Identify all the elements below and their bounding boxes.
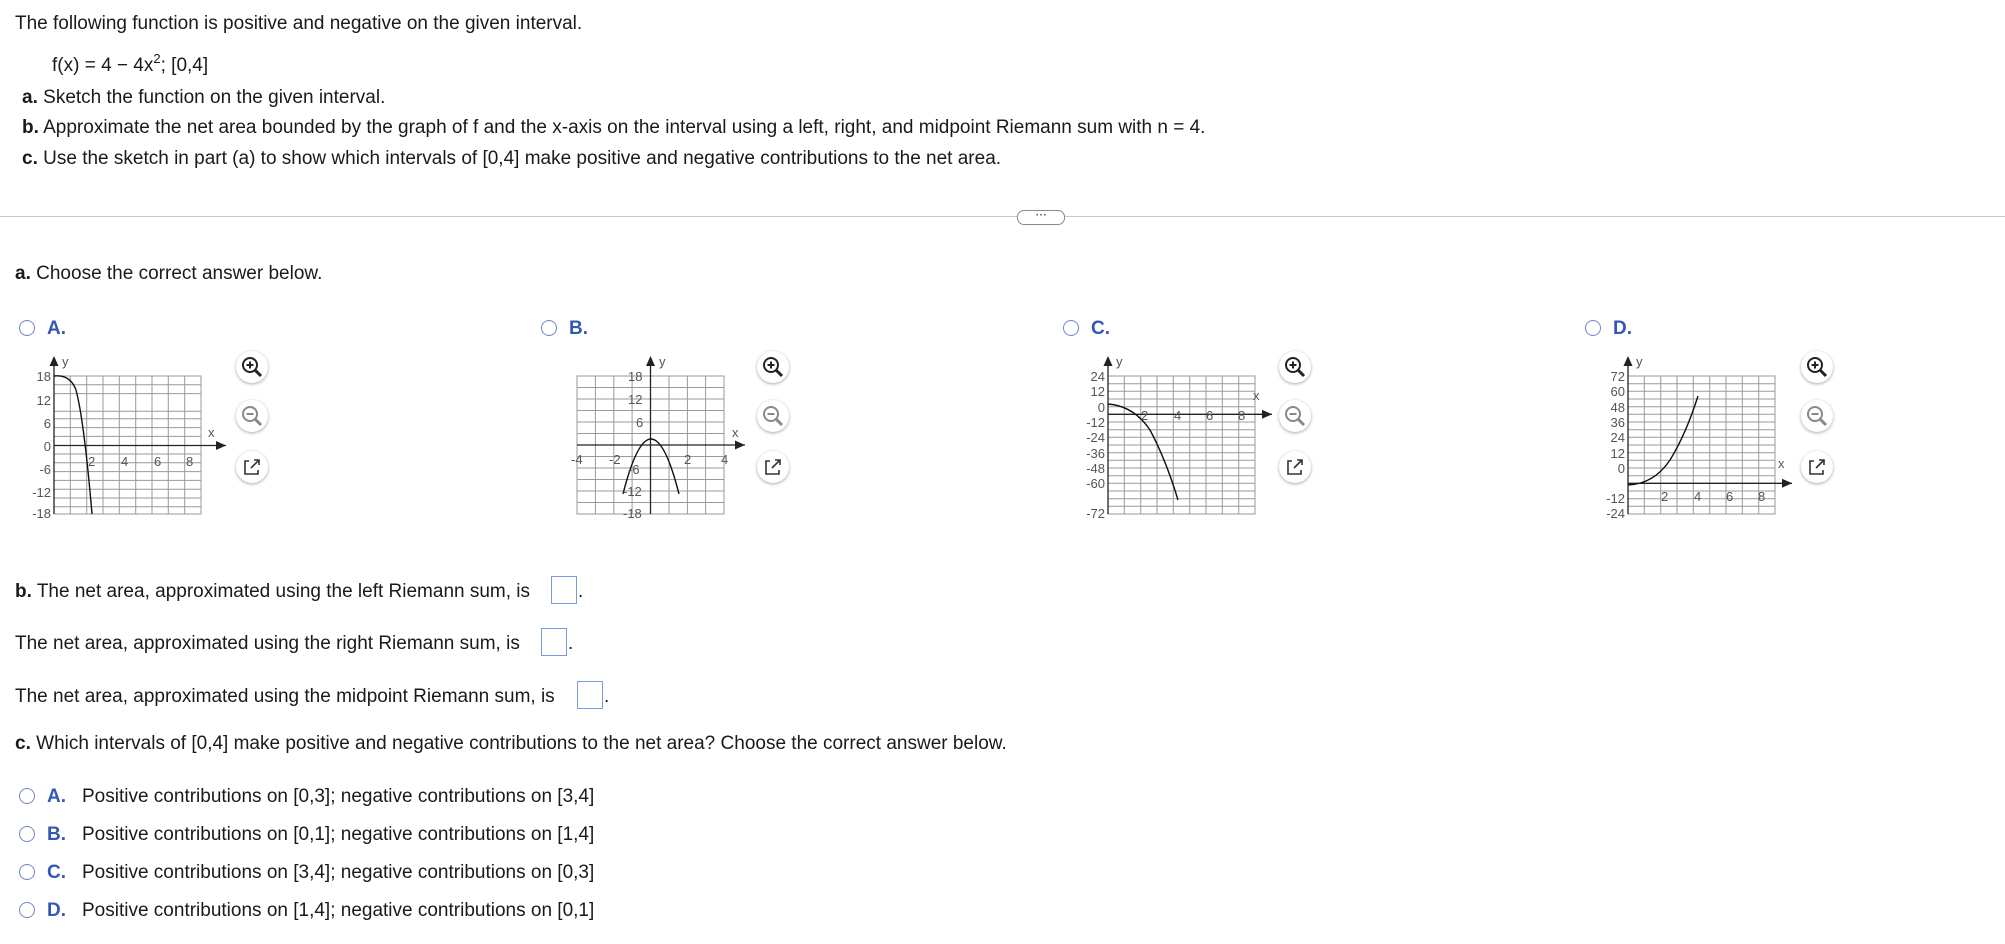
x-tick: 6: [1726, 489, 1734, 504]
y-tick: -18: [32, 506, 51, 520]
part-a-prompt: a. Choose the correct answer below.: [15, 263, 323, 284]
part-b-right-prompt: The net area, approximated using the right Riemann sum, is: [15, 633, 520, 654]
part-b-midpoint-prompt: The net area, approximated using the midpoint Riemann sum, is: [15, 686, 555, 707]
x-tick: 6: [1206, 408, 1214, 423]
option-a-letter: A.: [47, 318, 66, 339]
y-tick: -60: [1086, 476, 1105, 491]
question-part-a: a. Sketch the function on the given interval.: [22, 87, 386, 108]
zoom-in-icon[interactable]: [236, 351, 268, 383]
y-tick: 6: [636, 415, 644, 430]
y-tick: 0: [43, 439, 51, 454]
more-button[interactable]: ···: [1017, 210, 1065, 225]
part-c-option-c-letter: C.: [47, 862, 66, 883]
y-tick: -12: [32, 485, 51, 500]
x-tick: 2: [684, 452, 692, 467]
axis-y-label: y: [1636, 354, 1643, 369]
x-tick: -4: [571, 452, 583, 467]
function-definition: $f(x) = 4 - 4x^2$; [0,4]: [52, 51, 209, 76]
part-c-option-b-letter: B.: [47, 824, 66, 845]
zoom-out-icon[interactable]: [1801, 400, 1833, 432]
part-c-option-d-radio[interactable]: [19, 902, 35, 918]
option-a-radio[interactable]: [19, 320, 35, 336]
y-tick: 6: [43, 416, 51, 431]
question-part-c: c. Use the sketch in part (a) to show which intervals of [0,4] make positive and negative contributions to the net area.: [22, 148, 1002, 169]
x-tick: 4: [1174, 408, 1182, 423]
y-tick: -24: [1086, 430, 1105, 445]
option-b-letter: B.: [569, 318, 588, 339]
x-tick: 4: [721, 452, 729, 467]
y-tick: -12: [623, 484, 642, 499]
left-sum-answer-box[interactable]: [551, 576, 577, 604]
new-window-icon[interactable]: [757, 451, 789, 483]
x-tick: -2: [609, 452, 621, 467]
y-tick: 0: [1617, 461, 1625, 476]
axis-y-label: y: [659, 354, 666, 369]
new-window-icon[interactable]: [1801, 451, 1833, 483]
zoom-in-icon[interactable]: [1279, 351, 1311, 383]
y-tick: -6: [628, 462, 640, 477]
part-c-option-a-radio[interactable]: [19, 788, 35, 804]
zoom-in-icon[interactable]: [757, 351, 789, 383]
x-tick: 6: [154, 454, 162, 469]
y-tick: 60: [1610, 384, 1625, 399]
y-tick: -36: [1086, 446, 1105, 461]
axis-y-label: y: [62, 354, 69, 369]
y-tick: -12: [1086, 415, 1105, 430]
zoom-out-icon[interactable]: [757, 400, 789, 432]
period: .: [604, 686, 610, 707]
section-divider: [0, 216, 2005, 217]
option-a-graph[interactable]: [26, 350, 236, 520]
part-c-option-b-text[interactable]: Positive contributions on [0,1]; negative contributions on [1,4]: [82, 824, 595, 845]
axis-x-label: x: [1778, 456, 1785, 471]
new-window-icon[interactable]: [1279, 451, 1311, 483]
y-tick: 12: [1090, 384, 1105, 399]
right-sum-answer-box[interactable]: [541, 628, 567, 656]
option-b-graph[interactable]: [555, 350, 765, 520]
option-d-graph[interactable]: [1590, 350, 1810, 520]
part-c-prompt: c. Which intervals of [0,4] make positive and negative contributions to the net area? Choose the correct answer below.: [15, 733, 1007, 754]
zoom-out-icon[interactable]: [236, 400, 268, 432]
x-tick: 2: [88, 454, 96, 469]
part-c-option-d-text[interactable]: Positive contributions on [1,4]; negative contributions on [0,1]: [82, 900, 595, 921]
x-tick: 4: [1694, 489, 1702, 504]
part-b-left-prompt: b. The net area, approximated using the left Riemann sum, is: [15, 581, 531, 602]
y-tick: -48: [1086, 461, 1105, 476]
y-tick: -18: [623, 506, 642, 520]
y-tick: 24: [1090, 369, 1105, 384]
new-window-icon[interactable]: [236, 451, 268, 483]
zoom-out-icon[interactable]: [1279, 400, 1311, 432]
y-tick: 0: [1097, 400, 1105, 415]
option-b-radio[interactable]: [541, 320, 557, 336]
x-tick: 8: [1758, 489, 1766, 504]
option-c-radio[interactable]: [1063, 320, 1079, 336]
x-tick: 4: [121, 454, 129, 469]
option-c-graph[interactable]: [1070, 350, 1290, 520]
axis-x-label: x: [208, 425, 215, 440]
axis-x-label: x: [1253, 388, 1260, 403]
axis-x-label: x: [732, 425, 739, 440]
period: .: [578, 581, 584, 602]
period: .: [568, 633, 574, 654]
axis-y-label: y: [1116, 354, 1123, 369]
y-tick: 24: [1610, 430, 1625, 445]
y-tick: -6: [39, 462, 51, 477]
option-c-letter: C.: [1091, 318, 1110, 339]
y-tick: -72: [1086, 506, 1105, 520]
option-d-radio[interactable]: [1585, 320, 1601, 336]
y-tick: 72: [1610, 369, 1625, 384]
part-c-option-b-radio[interactable]: [19, 826, 35, 842]
y-tick: 12: [628, 392, 643, 407]
part-c-option-c-text[interactable]: Positive contributions on [3,4]; negative contributions on [0,3]: [82, 862, 595, 883]
y-tick: 18: [628, 369, 643, 384]
part-c-option-a-letter: A.: [47, 786, 66, 807]
option-d-letter: D.: [1613, 318, 1632, 339]
x-tick: 2: [1661, 489, 1669, 504]
question-part-b: b. Approximate the net area bounded by the graph of f and the x-axis on the interval using a left, right, and midpoint Riemann sum with n = 4.: [22, 117, 1206, 138]
x-tick: 8: [186, 454, 194, 469]
y-tick: -12: [1606, 491, 1625, 506]
y-tick: 12: [1610, 446, 1625, 461]
part-c-option-a-text[interactable]: Positive contributions on [0,3]; negative contributions on [3,4]: [82, 786, 595, 807]
y-tick: 12: [36, 393, 51, 408]
zoom-in-icon[interactable]: [1801, 351, 1833, 383]
question-intro: The following function is positive and negative on the given interval.: [15, 13, 583, 34]
part-c-option-c-radio[interactable]: [19, 864, 35, 880]
y-tick: 18: [36, 369, 51, 384]
part-c-option-d-letter: D.: [47, 900, 66, 921]
x-tick: 2: [1141, 408, 1149, 423]
midpoint-sum-answer-box[interactable]: [577, 681, 603, 709]
x-tick: 8: [1238, 408, 1246, 423]
y-tick: -24: [1606, 506, 1625, 520]
y-tick: 48: [1610, 400, 1625, 415]
y-tick: 36: [1610, 415, 1625, 430]
